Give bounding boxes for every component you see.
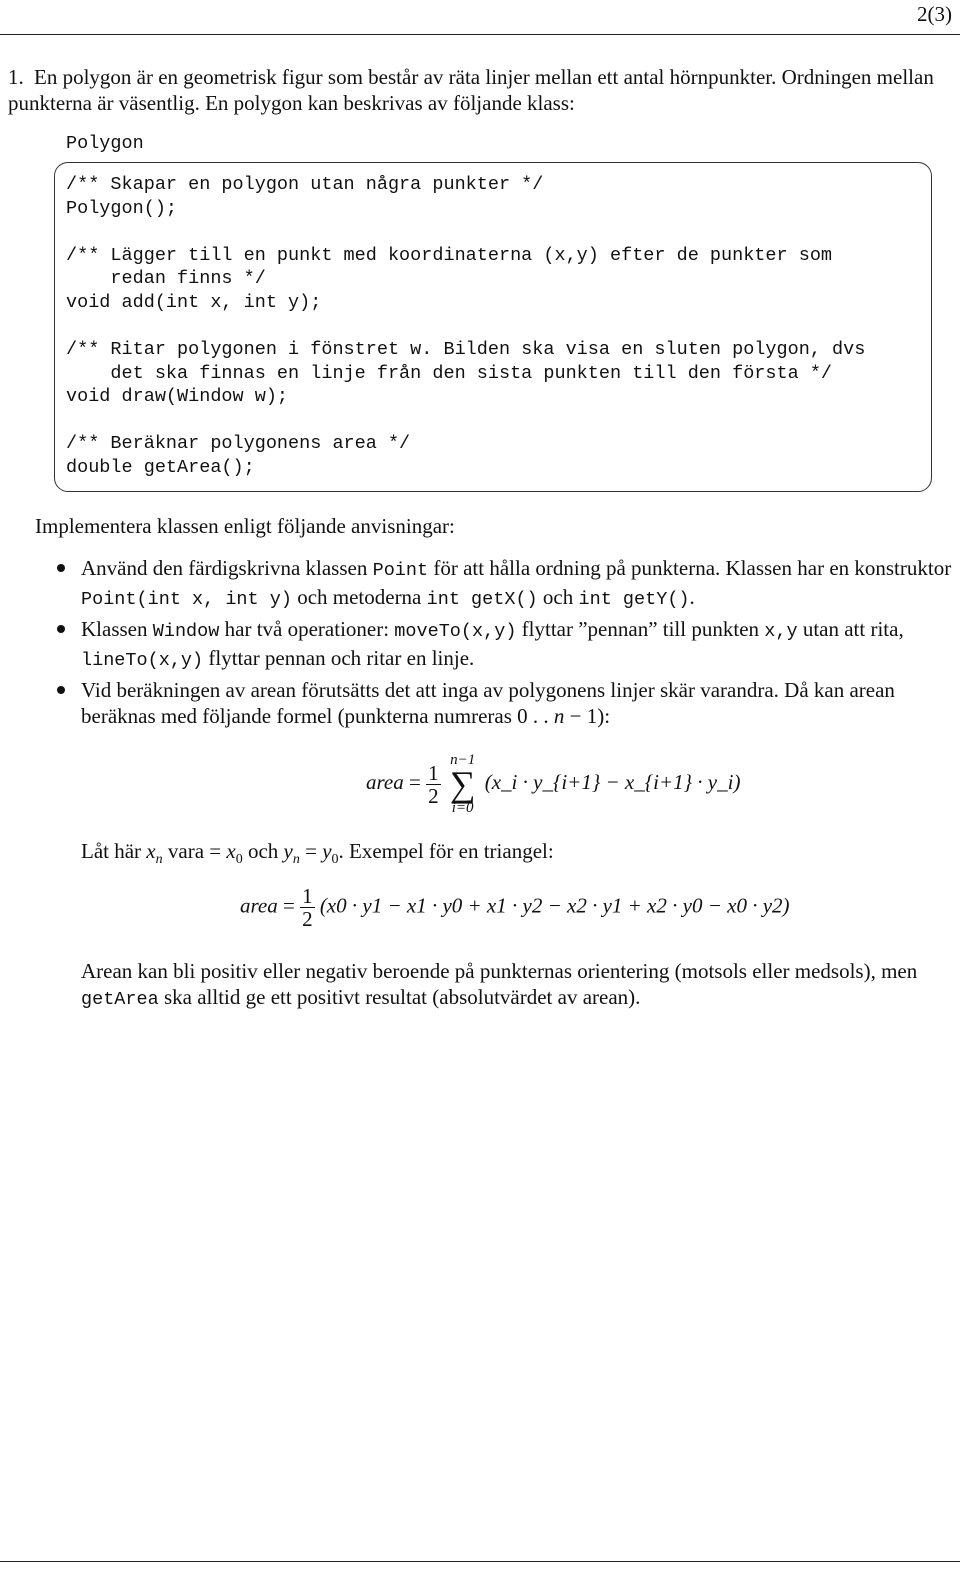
code-line: void add(int x, int y); [66,292,322,313]
sum-upper-limit: n−1 [450,752,476,768]
math-var: y [322,839,332,863]
let-text: vara = [162,839,227,863]
problem-intro [8,64,956,116]
math-sub: n [155,852,163,868]
bullet-marker [57,564,65,572]
bullet-text: och [537,585,579,609]
instructions-heading: Implementera klassen enligt följande anvisningar: [35,514,455,538]
bullet-text: för att hålla ordning på punkterna. Klassen har en konstruktor [428,556,952,580]
formula-body: (x_i · y_{i+1} − x_{i+1} · y_i) [484,769,741,794]
code-line: /** Lägger till en punkt med koordinaterna (x,y) efter de punkter som [66,245,833,266]
code-inline: moveTo(x,y) [394,621,517,642]
let-text: och [242,839,284,863]
code-inline: int getX() [426,589,538,610]
formula-eq: = [282,893,295,918]
formula-lhs: area [366,769,404,794]
sigma-icon: ∑ [449,764,476,804]
bullet-text: utan att rita, [797,617,904,641]
formula-eq: = [408,769,421,794]
fraction [300,885,315,930]
sum-lower-limit: i=0 [451,800,474,816]
code-inline: Point [372,560,429,581]
code-line: Polygon(); [66,198,178,219]
fraction-denominator: 2 [302,907,313,931]
bullet-text: Klassen [81,617,153,641]
code-line: double getArea(); [66,457,255,478]
fraction-numerator: 1 [428,760,439,785]
math-var: n [553,704,565,728]
bullet-text: . [689,585,695,609]
fraction [426,762,441,807]
closing-paragraph [81,958,957,1013]
bullet-text: flyttar ”pennan” till punkten [516,617,765,641]
triangle-formula [240,885,790,930]
bullet-marker [57,686,65,694]
page-number: 2(3) [917,2,952,26]
bullet-marker [57,625,65,633]
summation [450,752,476,816]
math-var: x [226,839,236,863]
let-text: = [299,839,323,863]
bullet-text: Använd den färdigskrivna klassen [81,556,373,580]
bullet-area-formula [81,677,957,729]
code-line: /** Ritar polygonen i fönstret w. Bilden ska visa en sluten polygon, dvs [66,339,866,360]
let-text: . Exempel för en triangel: [338,839,554,863]
class-name: Polygon [66,133,144,154]
closing-text: ska alltid ge ett positivt resultat (absolutvärdet av arean). [158,985,641,1009]
fraction-denominator: 2 [428,783,439,808]
math-var: y [283,839,293,863]
code-line: det ska finnas en linje från den sista punkten till den första */ [66,363,833,384]
code-inline: getArea [81,989,159,1010]
code-inline: x,y [764,621,798,642]
math-sub: 0 [331,852,339,868]
code-line: /** Beräknar polygonens area */ [66,433,411,454]
bullet-text: flyttar pennan och ritar en linje. [203,646,475,670]
problem-intro-text: En polygon är en geometrisk figur som består av räta linjer mellan ett antal hörnpunkter. Ordningen mellan punkterna är väsentlig. En polygon kan beskrivas av följande klass: [8,65,934,115]
bullet-text: och metoderna [291,585,427,609]
code-inline: Window [152,621,220,642]
bullet-point-class [81,555,957,613]
problem-number: 1. [8,65,24,89]
bullet-text: − 1): [564,704,611,728]
fraction-numerator: 1 [302,884,313,908]
code-inline: Point(int x, int y) [81,589,292,610]
code-inline: lineTo(x,y) [81,650,204,671]
footer-rule [0,1561,960,1562]
code-line: redan finns */ [66,268,266,289]
let-line [81,839,554,868]
bullet-text: har två operationer: [219,617,395,641]
code-inline: int getY() [578,589,690,610]
math-sub: n [292,852,300,868]
formula-body: (x0 · y1 − x1 · y0 + x1 · y2 − x2 · y1 + x2 · y0 − x0 · y2) [319,893,790,918]
code-line: void draw(Window w); [66,386,289,407]
math-sub: 0 [235,852,243,868]
bullet-text: Vid beräkningen av arean förutsätts det att inga av polygonens linjer skär varandra. Då kan arean beräknas med följande formel (punkterna numreras 0 . . [81,678,895,728]
let-text: Låt här [81,839,147,863]
code-line: /** Skapar en polygon utan några punkter */ [66,174,544,195]
bullet-window-class [81,616,957,674]
area-formula [366,752,740,816]
formula-lhs: area [240,893,278,918]
closing-text: Arean kan bli positiv eller negativ beroende på punkternas orientering (motsols eller medsols), men [81,959,918,983]
header-rule [0,34,960,35]
math-var: x [146,839,156,863]
